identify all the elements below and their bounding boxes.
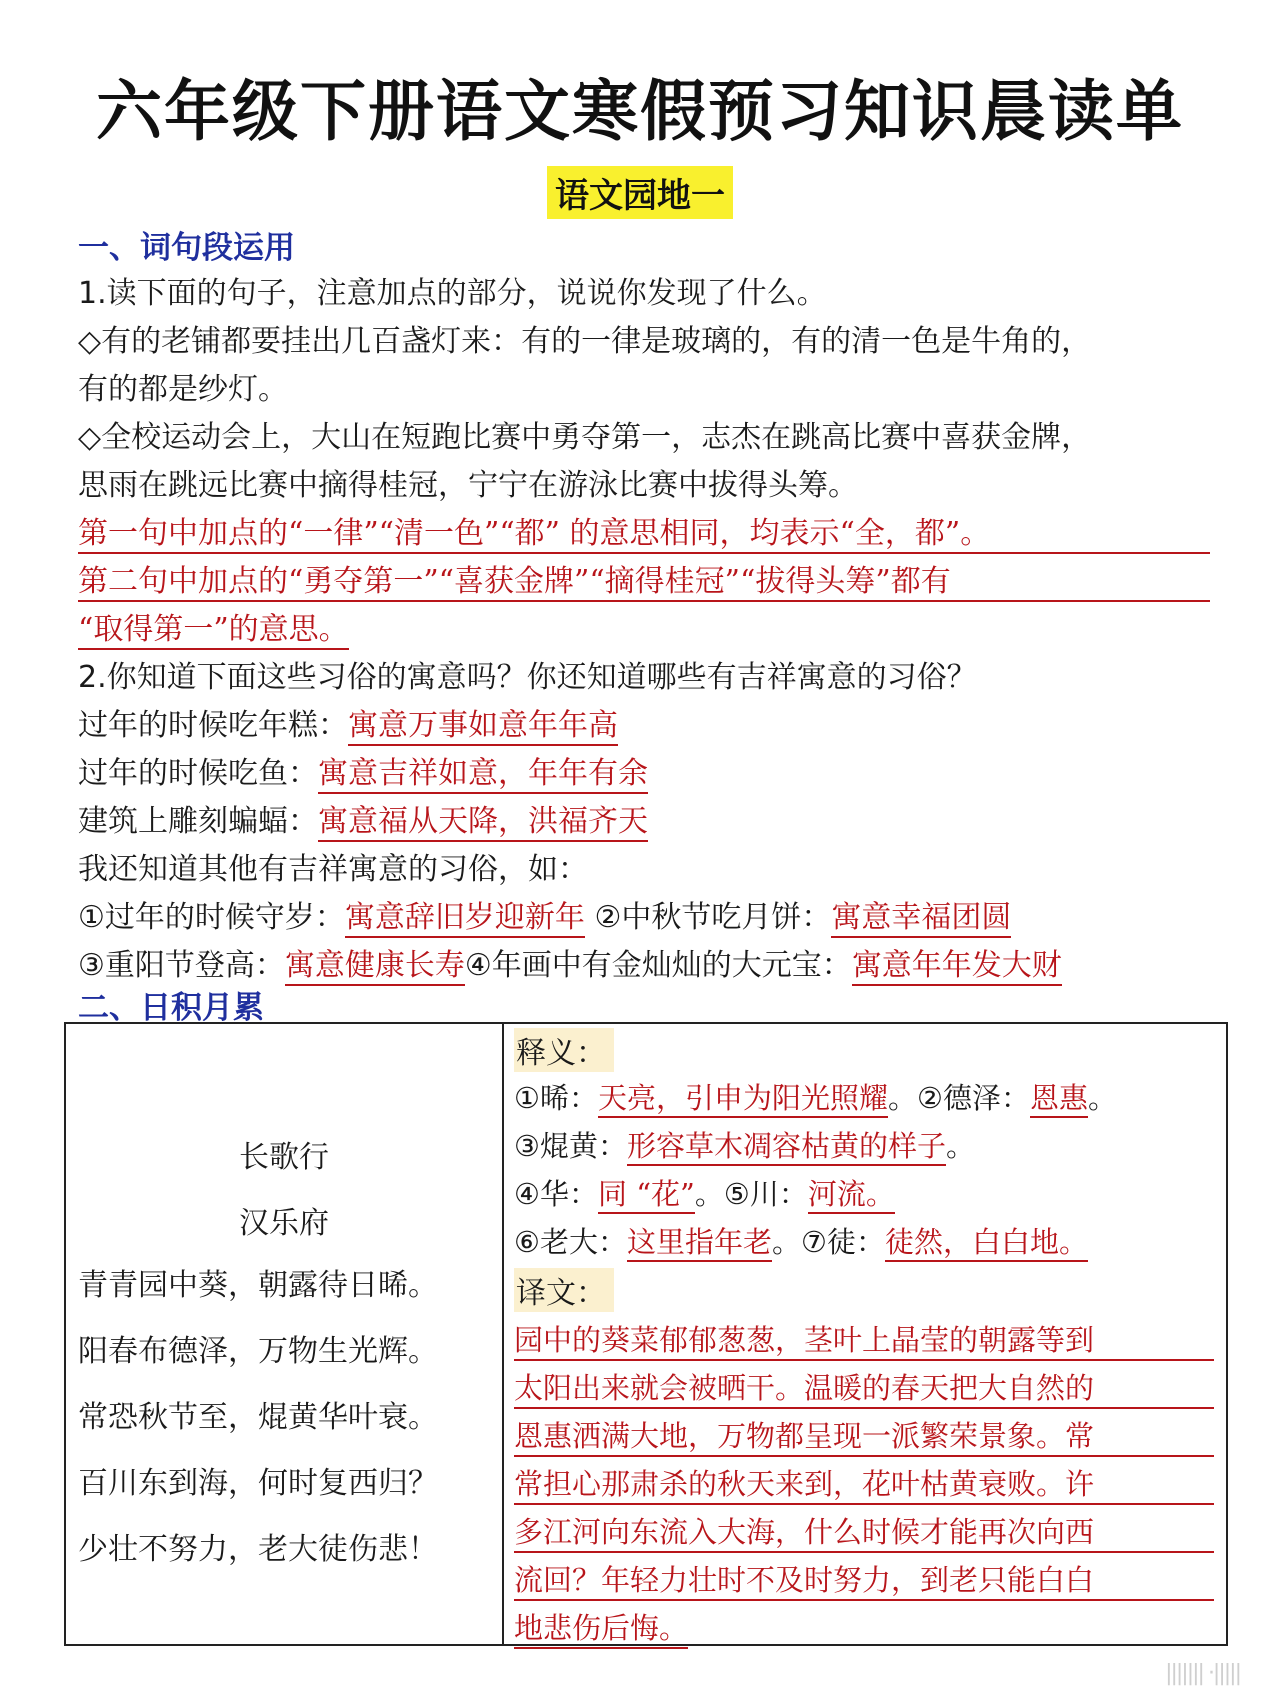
unit-subtitle: 语文园地一	[547, 166, 733, 219]
sentence-2a: ◇全校运动会上，大山在短跑比赛中勇夺第一，志杰在跳高比赛中喜获金牌，	[78, 420, 1092, 455]
poem-title: 长歌行	[239, 1140, 329, 1175]
custom-row-3: 建筑上雕刻蝙蝠：寓意福从天降，洪福齐天	[78, 796, 648, 840]
poem-line: 百川东到海，何时复西归？	[78, 1466, 438, 1501]
question-1: 1.读下面的句子，注意加点的部分，说说你发现了什么。	[78, 276, 827, 311]
section1-heading: 一、词句段运用	[78, 230, 295, 266]
answer-1: 第一句中加点的“一律”“清一色”“都” 的意思相同，均表示“全，都”。	[78, 508, 1210, 554]
gloss-row-4: ⑥老大：这里指年老。⑦徒：徒然，白白地。	[514, 1220, 1088, 1261]
translation-line: 多江河向东流入大海，什么时候才能再次向西	[514, 1510, 1214, 1553]
more-answer-3: 寓意健康长寿	[285, 948, 465, 986]
gloss-label: 释义：	[514, 1028, 614, 1072]
more-row-2: ③重阳节登高：寓意健康长寿④年画中有金灿灿的大元宝：寓意年年发大财	[78, 940, 1062, 984]
more-answer-4: 寓意年年发大财	[852, 948, 1062, 986]
custom-answer-3: 寓意福从天降，洪福齐天	[318, 804, 648, 842]
poem-line: 常恐秋节至，焜黄华叶衰。	[78, 1400, 438, 1435]
custom-row-1: 过年的时候吃年糕：寓意万事如意年年高	[78, 700, 618, 744]
answer-2: 第二句中加点的“勇夺第一”“喜获金牌”“摘得桂冠”“拔得头筹”都有	[78, 556, 1210, 602]
poem-line: 青青园中葵，朝露待日晞。	[78, 1268, 438, 1303]
translation-line: 园中的葵菜郁郁葱葱，茎叶上晶莹的朝露等到	[514, 1318, 1214, 1361]
sentence-1b: 有的都是纱灯。	[78, 372, 288, 407]
translation-label: 译文：	[514, 1268, 614, 1312]
table-divider	[502, 1024, 504, 1644]
gloss-row-3: ④华：同 “花”。⑤川：河流。	[514, 1172, 895, 1213]
more-answer-1: 寓意辞旧岁迎新年	[345, 900, 585, 938]
answer-3: “取得第一”的意思。	[78, 604, 349, 650]
poem-author: 汉乐府	[239, 1206, 329, 1241]
gloss-row-1: ①晞：天亮，引申为阳光照耀。②德泽：恩惠。	[514, 1076, 1117, 1117]
custom-answer-2: 寓意吉祥如意，年年有余	[318, 756, 648, 794]
page-title: 六年级下册语文寒假预习知识晨读单	[96, 73, 1184, 150]
more-answer-2: 寓意幸福团圆	[831, 900, 1011, 938]
more-customs: 我还知道其他有吉祥寓意的习俗，如：	[78, 852, 588, 887]
translation-line: 常担心那肃杀的秋天来到，花叶枯黄衰败。许	[514, 1462, 1214, 1505]
question-2: 2.你知道下面这些习俗的寓意吗？你还知道哪些有吉祥寓意的习俗？	[78, 660, 977, 695]
sentence-2b: 思雨在跳远比赛中摘得桂冠，宁宁在游泳比赛中拔得头筹。	[78, 468, 858, 503]
custom-answer-1: 寓意万事如意年年高	[348, 708, 618, 746]
section2-heading: 二、日积月累	[78, 990, 264, 1026]
translation-line: 流回？年轻力壮时不及时努力，到老只能白白	[514, 1558, 1214, 1601]
watermark: ||||||| ·|||||	[1165, 1661, 1240, 1686]
poem-table	[64, 1022, 1228, 1646]
sentence-1a: ◇有的老铺都要挂出几百盏灯来：有的一律是玻璃的，有的清一色是牛角的，	[78, 324, 1092, 359]
more-row-1: ①过年的时候守岁：寓意辞旧岁迎新年 ②中秋节吃月饼：寓意幸福团圆	[78, 892, 1011, 936]
poem-line: 阳春布德泽，万物生光辉。	[78, 1334, 438, 1369]
translation-line: 地悲伤后悔。	[514, 1606, 688, 1649]
poem-line: 少壮不努力，老大徒伤悲！	[78, 1532, 438, 1567]
translation-line: 恩惠洒满大地，万物都呈现一派繁荣景象。常	[514, 1414, 1214, 1457]
gloss-row-2: ③焜黄：形容草木凋容枯黄的样子。	[514, 1124, 975, 1165]
translation-line: 太阳出来就会被晒干。温暖的春天把大自然的	[514, 1366, 1214, 1409]
custom-row-2: 过年的时候吃鱼：寓意吉祥如意，年年有余	[78, 748, 648, 792]
